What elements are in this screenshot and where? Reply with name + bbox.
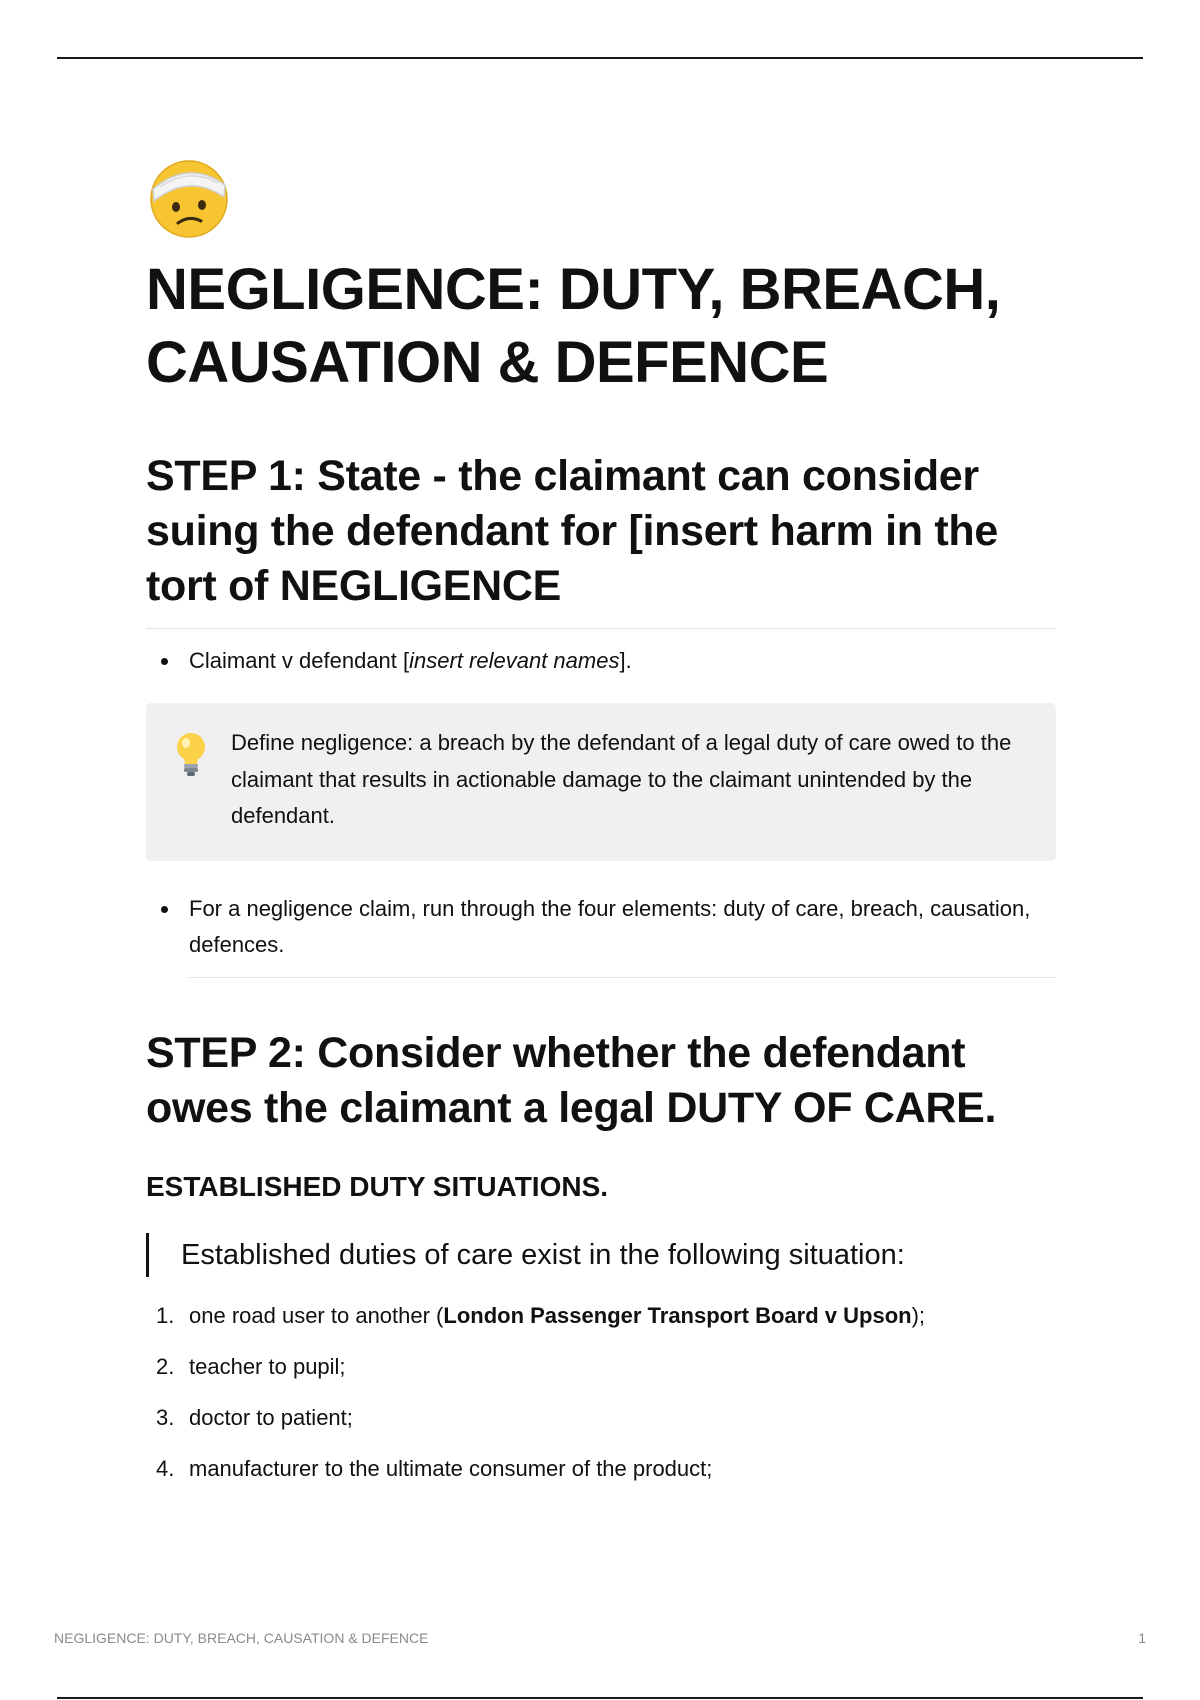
bullet-text-prefix: Claimant v defendant [ — [189, 648, 410, 673]
case-name: London Passenger Transport Board v Upson — [443, 1302, 912, 1328]
face-with-head-bandage-icon — [146, 155, 232, 241]
duty-situations-list — [146, 1299, 1056, 1486]
list-item — [146, 891, 1056, 963]
document-body — [146, 155, 1056, 1503]
step1-bullet-list — [146, 643, 1056, 679]
list-item — [146, 1401, 1056, 1435]
list-number: 3. — [156, 1404, 175, 1430]
callout-text: Define negligence: a breach by the defendant of a legal duty of care owed to the claimant that results in actionable damage to the claimant unintended by the defendant. — [231, 730, 1012, 828]
page-title: NEGLIGENCE: DUTY, BREACH, CAUSATION & DEFENCE — [146, 257, 1001, 395]
footer-title: NEGLIGENCE: DUTY, BREACH, CAUSATION & DEFENCE — [54, 1630, 429, 1646]
list-item — [146, 1350, 1056, 1384]
list-number: 2. — [156, 1353, 175, 1379]
bullet-text-suffix: ]. — [619, 648, 632, 673]
section-divider — [189, 977, 1056, 978]
bullet-dot — [161, 906, 168, 913]
block-quote: Established duties of care exist in the following situation: — [146, 1233, 1056, 1277]
item-text: doctor to patient; — [189, 1404, 353, 1430]
step1-bullet-list-2 — [146, 891, 1056, 963]
section-divider — [146, 628, 1056, 629]
page-footer — [54, 1628, 1146, 1648]
item-text: manufacturer to the ultimate consumer of the product; — [189, 1455, 713, 1481]
list-number: 4. — [156, 1455, 175, 1481]
list-item — [146, 1452, 1056, 1486]
bullet-text-emphasis: insert relevant names — [409, 648, 620, 673]
list-number: 1. — [156, 1302, 175, 1328]
bullet-text: For a negligence claim, run through the four elements: duty of care, breach, causation, defences. — [189, 895, 1031, 957]
established-duty-subheading: ESTABLISHED DUTY SITUATIONS. — [146, 1170, 609, 1202]
item-text-suffix: ); — [911, 1302, 926, 1328]
definition-callout — [146, 703, 1056, 861]
lightbulb-icon — [173, 731, 209, 777]
step1-heading: STEP 1: State - the claimant can consider suing the defendant for [insert harm in the tort of NEGLIGENCE — [146, 452, 998, 610]
item-text: teacher to pupil; — [189, 1353, 346, 1379]
list-item — [146, 643, 1056, 679]
page-number: 1 — [1138, 1630, 1146, 1646]
item-text-prefix: one road user to another ( — [189, 1302, 444, 1328]
list-item — [146, 1299, 1056, 1333]
top-rule — [57, 57, 1143, 59]
step2-heading: STEP 2: Consider whether the defendant owes the claimant a legal DUTY OF CARE. — [146, 1028, 997, 1132]
bullet-dot — [161, 658, 168, 665]
bottom-rule — [57, 1697, 1143, 1699]
